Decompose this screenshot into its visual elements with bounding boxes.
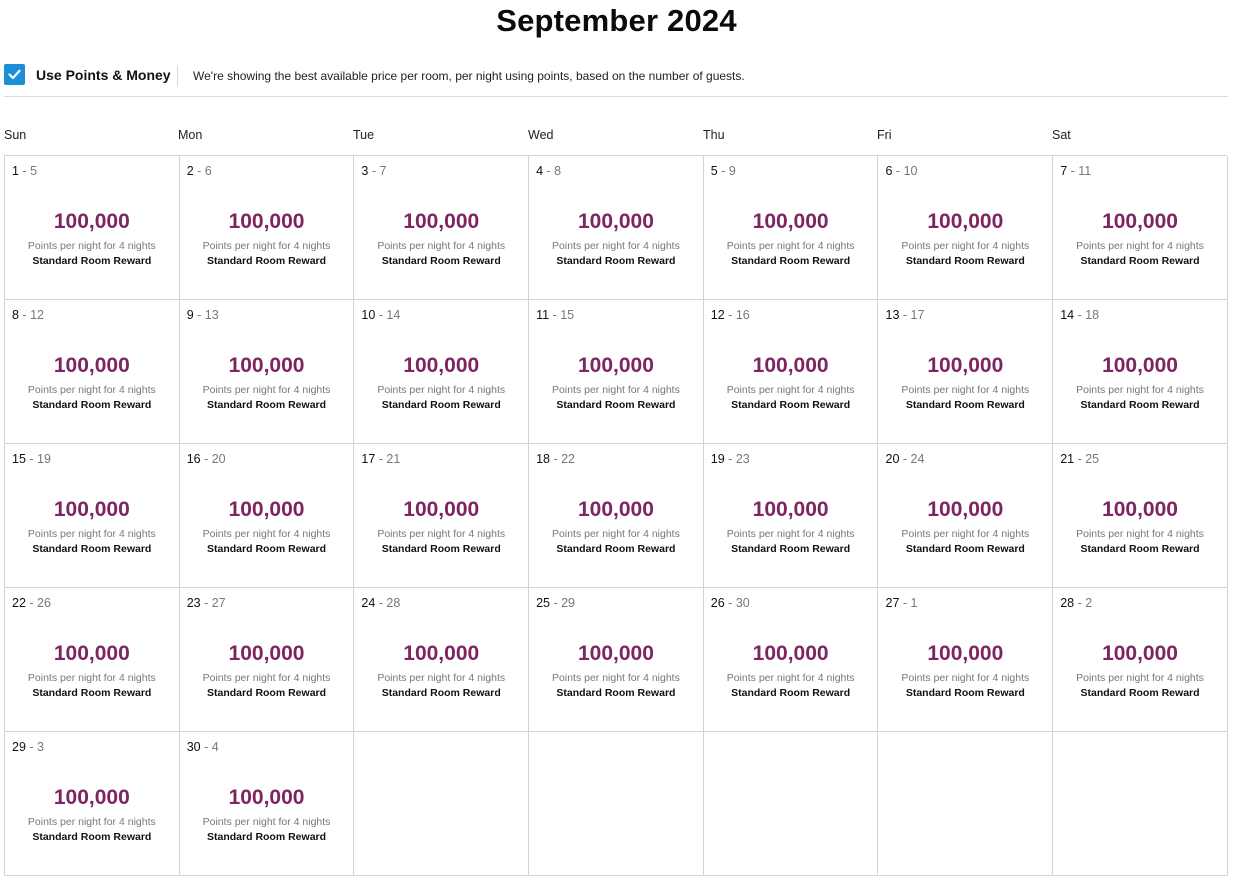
check-in-date: 9 <box>186 308 194 322</box>
points-per-night-note: Points per night for 4 nights <box>552 240 680 252</box>
calendar-day-cell[interactable] <box>180 444 355 588</box>
check-out-date: 25 <box>1085 452 1100 466</box>
weekday-header <box>4 128 1228 146</box>
calendar-day-cell[interactable] <box>529 588 704 732</box>
check-in-date: 10 <box>361 308 376 322</box>
calendar-day-cell[interactable] <box>5 444 180 588</box>
calendar-empty-cell <box>879 732 1054 876</box>
calendar-day-cell[interactable] <box>879 300 1054 444</box>
check-out-date: 5 <box>30 164 38 178</box>
date-separator: - <box>25 452 38 466</box>
check-out-date: 28 <box>386 596 401 610</box>
check-out-date: 20 <box>211 452 226 466</box>
date-separator: - <box>25 740 38 754</box>
check-in-date: 11 <box>536 308 550 322</box>
calendar-grid <box>4 155 1227 876</box>
reward-type: Standard Room Reward <box>381 687 501 699</box>
points-price: 100,000 <box>752 354 829 377</box>
stay-dates <box>1060 308 1099 322</box>
check-out-date: 2 <box>1085 596 1093 610</box>
points-price: 100,000 <box>403 210 480 233</box>
stay-dates <box>187 740 219 754</box>
points-per-night-note: Points per night for 4 nights <box>27 816 156 828</box>
points-per-night-note: Points per night for 4 nights <box>726 240 855 252</box>
date-separator: - <box>1074 596 1086 610</box>
stay-dates <box>536 452 575 466</box>
points-per-night-note: Points per night for 4 nights <box>27 240 156 252</box>
reward-type: Standard Room Reward <box>32 831 152 843</box>
reward-type: Standard Room Reward <box>207 831 327 843</box>
date-separator: - <box>200 452 212 466</box>
date-separator: - <box>375 452 387 466</box>
date-separator: - <box>193 308 205 322</box>
stay-dates <box>1060 164 1091 178</box>
stay-dates <box>12 740 44 754</box>
points-price: 100,000 <box>927 210 1004 233</box>
date-separator: - <box>724 308 736 322</box>
reward-type: Standard Room Reward <box>32 543 152 555</box>
points-per-night-note: Points per night for 4 nights <box>377 384 506 396</box>
calendar-day-cell[interactable] <box>529 156 704 300</box>
stay-dates <box>12 308 44 322</box>
points-per-night-note: Points per night for 4 nights <box>27 672 156 684</box>
check-in-date: 13 <box>885 308 900 322</box>
divider <box>177 65 178 87</box>
check-in-date: 26 <box>710 596 725 610</box>
check-in-date: 16 <box>186 452 201 466</box>
date-separator: - <box>899 308 911 322</box>
points-per-night-note: Points per night for 4 nights <box>726 384 855 396</box>
points-price: 100,000 <box>1102 642 1178 665</box>
points-price: 100,000 <box>927 354 1004 377</box>
calendar-day-cell[interactable] <box>704 588 879 732</box>
check-out-date: 3 <box>37 740 44 754</box>
pricing-note: We're showing the best available price per room, per night using points, based on the number of guests. <box>193 69 745 83</box>
check-out-date: 21 <box>386 452 401 466</box>
points-price: 100,000 <box>228 642 305 665</box>
check-in-date: 23 <box>186 596 201 610</box>
check-in-date: 6 <box>885 164 893 178</box>
points-price: 100,000 <box>228 498 305 521</box>
check-in-date: 3 <box>361 164 369 178</box>
check-out-date: 6 <box>204 164 212 178</box>
calendar-day-cell[interactable] <box>879 444 1054 588</box>
calendar-day-cell[interactable] <box>704 156 879 300</box>
points-per-night-note: Points per night for 4 nights <box>1076 384 1204 396</box>
reward-type: Standard Room Reward <box>731 255 851 267</box>
check-in-date: 2 <box>186 164 194 178</box>
check-out-date: 23 <box>735 452 750 466</box>
reward-type: Standard Room Reward <box>556 399 676 411</box>
points-per-night-note: Points per night for 4 nights <box>202 816 331 828</box>
check-in-date: 18 <box>536 452 550 466</box>
points-price: 100,000 <box>927 498 1004 521</box>
check-in-date: 29 <box>12 740 26 754</box>
stay-dates <box>187 596 226 610</box>
date-separator: - <box>25 596 38 610</box>
date-separator: - <box>717 164 729 178</box>
stay-dates <box>536 164 561 178</box>
points-per-night-note: Points per night for 4 nights <box>726 528 855 540</box>
points-price: 100,000 <box>53 354 130 377</box>
stay-dates <box>187 308 219 322</box>
calendar-day-cell[interactable] <box>529 300 704 444</box>
stay-dates <box>12 596 51 610</box>
date-separator: - <box>375 596 387 610</box>
check-in-date: 12 <box>710 308 725 322</box>
calendar-day-cell[interactable] <box>180 300 355 444</box>
stay-dates <box>886 596 918 610</box>
stay-dates <box>361 308 400 322</box>
calendar-day-cell[interactable] <box>1053 156 1228 300</box>
points-price: 100,000 <box>53 498 130 521</box>
check-in-date: 24 <box>361 596 376 610</box>
points-per-night-note: Points per night for 4 nights <box>552 528 680 540</box>
check-in-date: 7 <box>1060 164 1068 178</box>
check-in-date: 4 <box>536 164 544 178</box>
calendar-empty-cell <box>704 732 879 876</box>
stay-dates <box>711 164 736 178</box>
check-out-date: 17 <box>910 308 925 322</box>
points-per-night-note: Points per night for 4 nights <box>901 240 1030 252</box>
stay-dates <box>1060 596 1092 610</box>
check-in-date: 28 <box>1060 596 1075 610</box>
check-out-date: 4 <box>211 740 219 754</box>
points-price: 100,000 <box>53 786 130 809</box>
check-out-date: 12 <box>30 308 44 322</box>
points-per-night-note: Points per night for 4 nights <box>377 528 506 540</box>
points-per-night-note: Points per night for 4 nights <box>202 672 331 684</box>
page-title: September 2024 <box>496 3 737 38</box>
points-price: 100,000 <box>752 210 829 233</box>
use-points-checkbox[interactable] <box>4 64 25 85</box>
points-price: 100,000 <box>403 498 480 521</box>
calendar-day-cell[interactable] <box>1053 444 1228 588</box>
date-separator: - <box>550 452 562 466</box>
stay-dates <box>361 596 400 610</box>
check-out-date: 8 <box>554 164 562 178</box>
check-out-date: 15 <box>560 308 575 322</box>
reward-type: Standard Room Reward <box>381 543 501 555</box>
date-separator: - <box>899 596 911 610</box>
date-separator: - <box>18 308 31 322</box>
check-out-date: 26 <box>37 596 51 610</box>
stay-dates <box>1060 452 1099 466</box>
reward-type: Standard Room Reward <box>1080 543 1200 555</box>
reward-type: Standard Room Reward <box>905 399 1025 411</box>
points-per-night-note: Points per night for 4 nights <box>901 672 1030 684</box>
reward-type: Standard Room Reward <box>381 255 501 267</box>
check-out-date: 22 <box>561 452 576 466</box>
stay-dates <box>361 164 386 178</box>
calendar-empty-cell <box>354 732 529 876</box>
reward-type: Standard Room Reward <box>207 543 327 555</box>
points-price: 100,000 <box>228 786 305 809</box>
check-out-date: 18 <box>1085 308 1100 322</box>
check-in-date: 22 <box>12 596 26 610</box>
reward-type: Standard Room Reward <box>32 399 152 411</box>
reward-type: Standard Room Reward <box>556 255 676 267</box>
check-in-date: 8 <box>12 308 19 322</box>
points-per-night-note: Points per night for 4 nights <box>1076 528 1204 540</box>
points-price: 100,000 <box>403 354 480 377</box>
calendar-day-cell[interactable] <box>180 732 355 876</box>
stay-dates <box>886 164 918 178</box>
calendar-day-cell[interactable] <box>5 588 180 732</box>
calendar-day-cell[interactable] <box>879 588 1054 732</box>
check-in-date: 27 <box>885 596 900 610</box>
stay-dates <box>187 164 212 178</box>
check-out-date: 7 <box>379 164 387 178</box>
points-price: 100,000 <box>53 210 130 233</box>
weekday-sun: Sun <box>4 128 27 142</box>
date-separator: - <box>550 596 562 610</box>
check-in-date: 19 <box>710 452 725 466</box>
weekday-mon: Mon <box>178 128 203 142</box>
check-in-date: 5 <box>710 164 718 178</box>
date-separator: - <box>18 164 31 178</box>
reward-type: Standard Room Reward <box>556 543 676 555</box>
calendar-day-cell[interactable] <box>5 732 180 876</box>
weekday-sat: Sat <box>1052 128 1071 142</box>
points-price: 100,000 <box>752 498 829 521</box>
points-price: 100,000 <box>577 498 654 521</box>
calendar-day-cell[interactable] <box>354 588 529 732</box>
reward-type: Standard Room Reward <box>731 543 851 555</box>
points-per-night-note: Points per night for 4 nights <box>377 672 506 684</box>
date-separator: - <box>200 596 212 610</box>
points-per-night-note: Points per night for 4 nights <box>1076 240 1204 252</box>
calendar-empty-cell <box>1053 732 1228 876</box>
check-out-date: 30 <box>735 596 750 610</box>
date-separator: - <box>200 740 212 754</box>
check-in-date: 25 <box>536 596 550 610</box>
check-in-date: 17 <box>361 452 376 466</box>
points-price: 100,000 <box>577 354 654 377</box>
calendar-day-cell[interactable] <box>354 300 529 444</box>
points-per-night-note: Points per night for 4 nights <box>202 528 331 540</box>
weekday-fri: Fri <box>877 128 892 142</box>
calendar-empty-cell <box>529 732 704 876</box>
points-per-night-note: Points per night for 4 nights <box>1076 672 1204 684</box>
reward-type: Standard Room Reward <box>1080 255 1200 267</box>
points-price: 100,000 <box>927 642 1004 665</box>
points-per-night-note: Points per night for 4 nights <box>726 672 855 684</box>
points-price: 100,000 <box>752 642 829 665</box>
calendar-day-cell[interactable] <box>529 444 704 588</box>
reward-type: Standard Room Reward <box>207 687 327 699</box>
calendar-day-cell[interactable] <box>354 156 529 300</box>
weekday-thu: Thu <box>703 128 725 142</box>
check-out-date: 19 <box>37 452 51 466</box>
points-price: 100,000 <box>403 642 480 665</box>
calendar-day-cell[interactable] <box>180 588 355 732</box>
stay-dates <box>711 596 750 610</box>
stay-dates <box>536 596 575 610</box>
stay-dates <box>711 452 750 466</box>
date-separator: - <box>193 164 205 178</box>
weekday-tue: Tue <box>353 128 375 142</box>
calendar-day-cell[interactable] <box>5 156 180 300</box>
points-per-night-note: Points per night for 4 nights <box>552 672 680 684</box>
points-per-night-note: Points per night for 4 nights <box>901 528 1030 540</box>
calendar-day-cell[interactable] <box>5 300 180 444</box>
reward-type: Standard Room Reward <box>731 687 851 699</box>
check-out-date: 1 <box>910 596 918 610</box>
check-in-date: 1 <box>12 164 19 178</box>
points-price: 100,000 <box>228 354 305 377</box>
date-separator: - <box>892 164 904 178</box>
check-out-date: 11 <box>1078 164 1092 178</box>
reward-type: Standard Room Reward <box>556 687 676 699</box>
stay-dates <box>536 308 574 322</box>
use-points-label[interactable]: Use Points & Money <box>36 67 171 83</box>
date-separator: - <box>1074 452 1086 466</box>
calendar-day-cell[interactable] <box>1053 588 1228 732</box>
points-price: 100,000 <box>1102 354 1178 377</box>
calendar-day-cell[interactable] <box>704 444 879 588</box>
points-price: 100,000 <box>577 210 654 233</box>
points-money-bar <box>4 62 1228 97</box>
points-per-night-note: Points per night for 4 nights <box>377 240 506 252</box>
checkmark-icon <box>8 69 21 80</box>
points-price: 100,000 <box>1102 210 1178 233</box>
stay-dates <box>886 452 925 466</box>
check-in-date: 14 <box>1060 308 1075 322</box>
stay-dates <box>886 308 925 322</box>
date-separator: - <box>724 452 736 466</box>
reward-type: Standard Room Reward <box>32 687 152 699</box>
date-separator: - <box>543 164 555 178</box>
check-out-date: 9 <box>728 164 736 178</box>
check-in-date: 21 <box>1060 452 1075 466</box>
points-per-night-note: Points per night for 4 nights <box>27 384 156 396</box>
points-per-night-note: Points per night for 4 nights <box>552 384 680 396</box>
check-out-date: 27 <box>211 596 226 610</box>
check-out-date: 16 <box>735 308 750 322</box>
reward-type: Standard Room Reward <box>905 543 1025 555</box>
reward-type: Standard Room Reward <box>905 687 1025 699</box>
reward-type: Standard Room Reward <box>32 255 152 267</box>
stay-dates <box>187 452 226 466</box>
points-price: 100,000 <box>1102 498 1178 521</box>
stay-dates <box>361 452 400 466</box>
date-separator: - <box>368 164 380 178</box>
check-in-date: 20 <box>885 452 900 466</box>
points-price: 100,000 <box>53 642 130 665</box>
weekday-wed: Wed <box>528 128 554 142</box>
check-out-date: 24 <box>910 452 925 466</box>
points-per-night-note: Points per night for 4 nights <box>27 528 156 540</box>
reward-type: Standard Room Reward <box>207 399 327 411</box>
points-per-night-note: Points per night for 4 nights <box>202 384 331 396</box>
date-separator: - <box>1067 164 1079 178</box>
check-in-date: 15 <box>12 452 26 466</box>
reward-type: Standard Room Reward <box>207 255 327 267</box>
stay-dates <box>12 164 37 178</box>
check-in-date: 30 <box>186 740 201 754</box>
calendar-day-cell[interactable] <box>704 300 879 444</box>
check-out-date: 13 <box>204 308 219 322</box>
check-out-date: 14 <box>386 308 401 322</box>
check-out-date: 29 <box>561 596 576 610</box>
points-price: 100,000 <box>228 210 305 233</box>
reward-type: Standard Room Reward <box>1080 399 1200 411</box>
date-separator: - <box>899 452 911 466</box>
calendar-day-cell[interactable] <box>180 156 355 300</box>
reward-type: Standard Room Reward <box>1080 687 1200 699</box>
points-price: 100,000 <box>577 642 654 665</box>
date-separator: - <box>549 308 561 322</box>
reward-type: Standard Room Reward <box>731 399 851 411</box>
date-separator: - <box>375 308 387 322</box>
reward-type: Standard Room Reward <box>905 255 1025 267</box>
calendar-day-cell[interactable] <box>354 444 529 588</box>
stay-dates <box>711 308 750 322</box>
reward-type: Standard Room Reward <box>381 399 501 411</box>
date-separator: - <box>724 596 736 610</box>
date-separator: - <box>1074 308 1086 322</box>
stay-dates <box>12 452 51 466</box>
points-per-night-note: Points per night for 4 nights <box>202 240 331 252</box>
calendar-day-cell[interactable] <box>1053 300 1228 444</box>
points-per-night-note: Points per night for 4 nights <box>901 384 1030 396</box>
calendar-day-cell[interactable] <box>879 156 1054 300</box>
check-out-date: 10 <box>903 164 918 178</box>
